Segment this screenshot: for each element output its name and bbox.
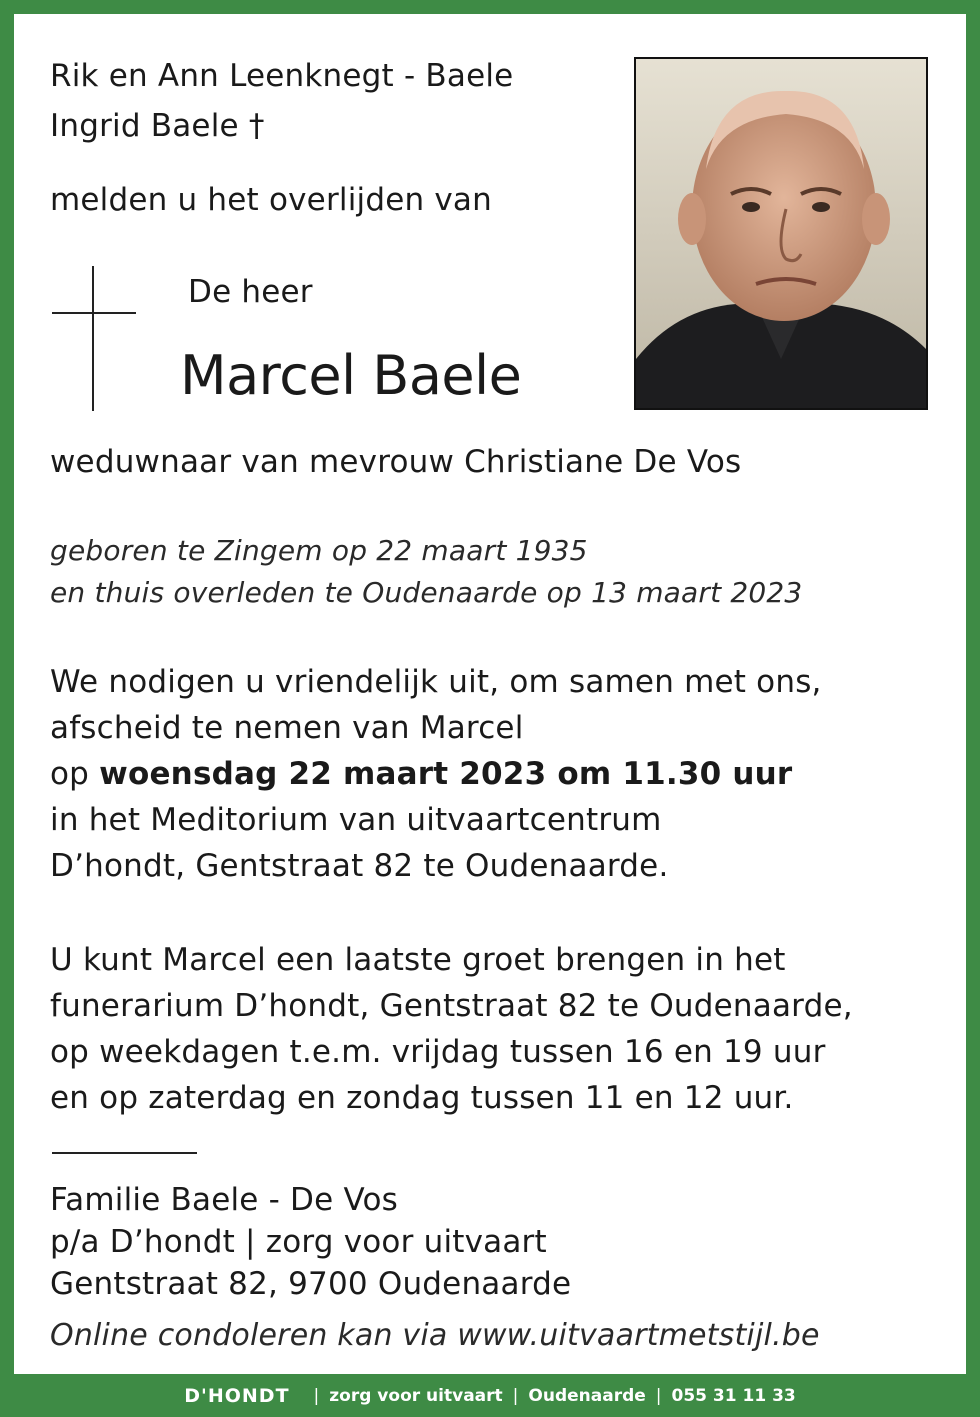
footer-tagline: zorg voor uitvaart bbox=[329, 1385, 503, 1406]
ceremony-date: woensdag 22 maart 2023 om 11.30 uur bbox=[99, 756, 793, 792]
footer-bar bbox=[0, 1374, 980, 1417]
divider-line bbox=[52, 1152, 197, 1154]
deceased-name: Marcel Baele bbox=[180, 344, 522, 407]
ceremony-line-1: We nodigen u vriendelijk uit, om samen met ons, bbox=[50, 664, 822, 700]
death-notice-card bbox=[14, 14, 966, 1374]
footer-separator: | bbox=[313, 1385, 320, 1406]
ceremony-line-4: in het Meditorium van uitvaartcentrum bbox=[50, 802, 662, 838]
spouse-line: weduwnaar van mevrouw Christiane De Vos bbox=[50, 444, 742, 480]
online-condolence-text: Online condoleren kan via www.uitvaartmetstijl.be bbox=[50, 1318, 820, 1353]
contact-line-2: p/a D’hondt | zorg voor uitvaart bbox=[50, 1224, 547, 1260]
family-line-1: Rik en Ann Leenknegt - Baele bbox=[50, 58, 514, 94]
dhondt-logo: D'HONDT bbox=[184, 1384, 290, 1407]
footer-city: Oudenaarde bbox=[528, 1385, 646, 1406]
footer-separator: | bbox=[512, 1385, 519, 1406]
ceremony-line-5: D’hondt, Gentstraat 82 te Oudenaarde. bbox=[50, 848, 669, 884]
ceremony-date-prefix: op bbox=[50, 756, 100, 792]
ceremony-line-2: afscheid te nemen van Marcel bbox=[50, 710, 524, 746]
death-line: en thuis overleden te Oudenaarde op 13 maart 2023 bbox=[50, 576, 803, 609]
cross-icon-horizontal bbox=[52, 312, 136, 314]
contact-line-3: Gentstraat 82, 9700 Oudenaarde bbox=[50, 1266, 572, 1302]
footer-separator: | bbox=[655, 1385, 662, 1406]
cross-icon-vertical bbox=[92, 266, 94, 411]
family-line-2: Ingrid Baele † bbox=[50, 108, 265, 144]
honorific-title: De heer bbox=[188, 274, 313, 310]
visit-line-1: U kunt Marcel een laatste groet brengen in het bbox=[50, 942, 786, 978]
visit-line-3: op weekdagen t.e.m. vrijdag tussen 16 en 19 uur bbox=[50, 1034, 826, 1070]
portrait-image bbox=[636, 59, 926, 408]
visit-line-4: en op zaterdag en zondag tussen 11 en 12 uur. bbox=[50, 1080, 794, 1116]
announcement-text: melden u het overlijden van bbox=[50, 182, 492, 218]
footer-phone: 055 31 11 33 bbox=[671, 1385, 796, 1406]
contact-line-1: Familie Baele - De Vos bbox=[50, 1182, 398, 1218]
birth-line: geboren te Zingem op 22 maart 1935 bbox=[50, 534, 588, 567]
visit-line-2: funerarium D’hondt, Gentstraat 82 te Oudenaarde, bbox=[50, 988, 853, 1024]
ceremony-line-3 bbox=[50, 756, 792, 792]
portrait-photo bbox=[634, 57, 928, 410]
